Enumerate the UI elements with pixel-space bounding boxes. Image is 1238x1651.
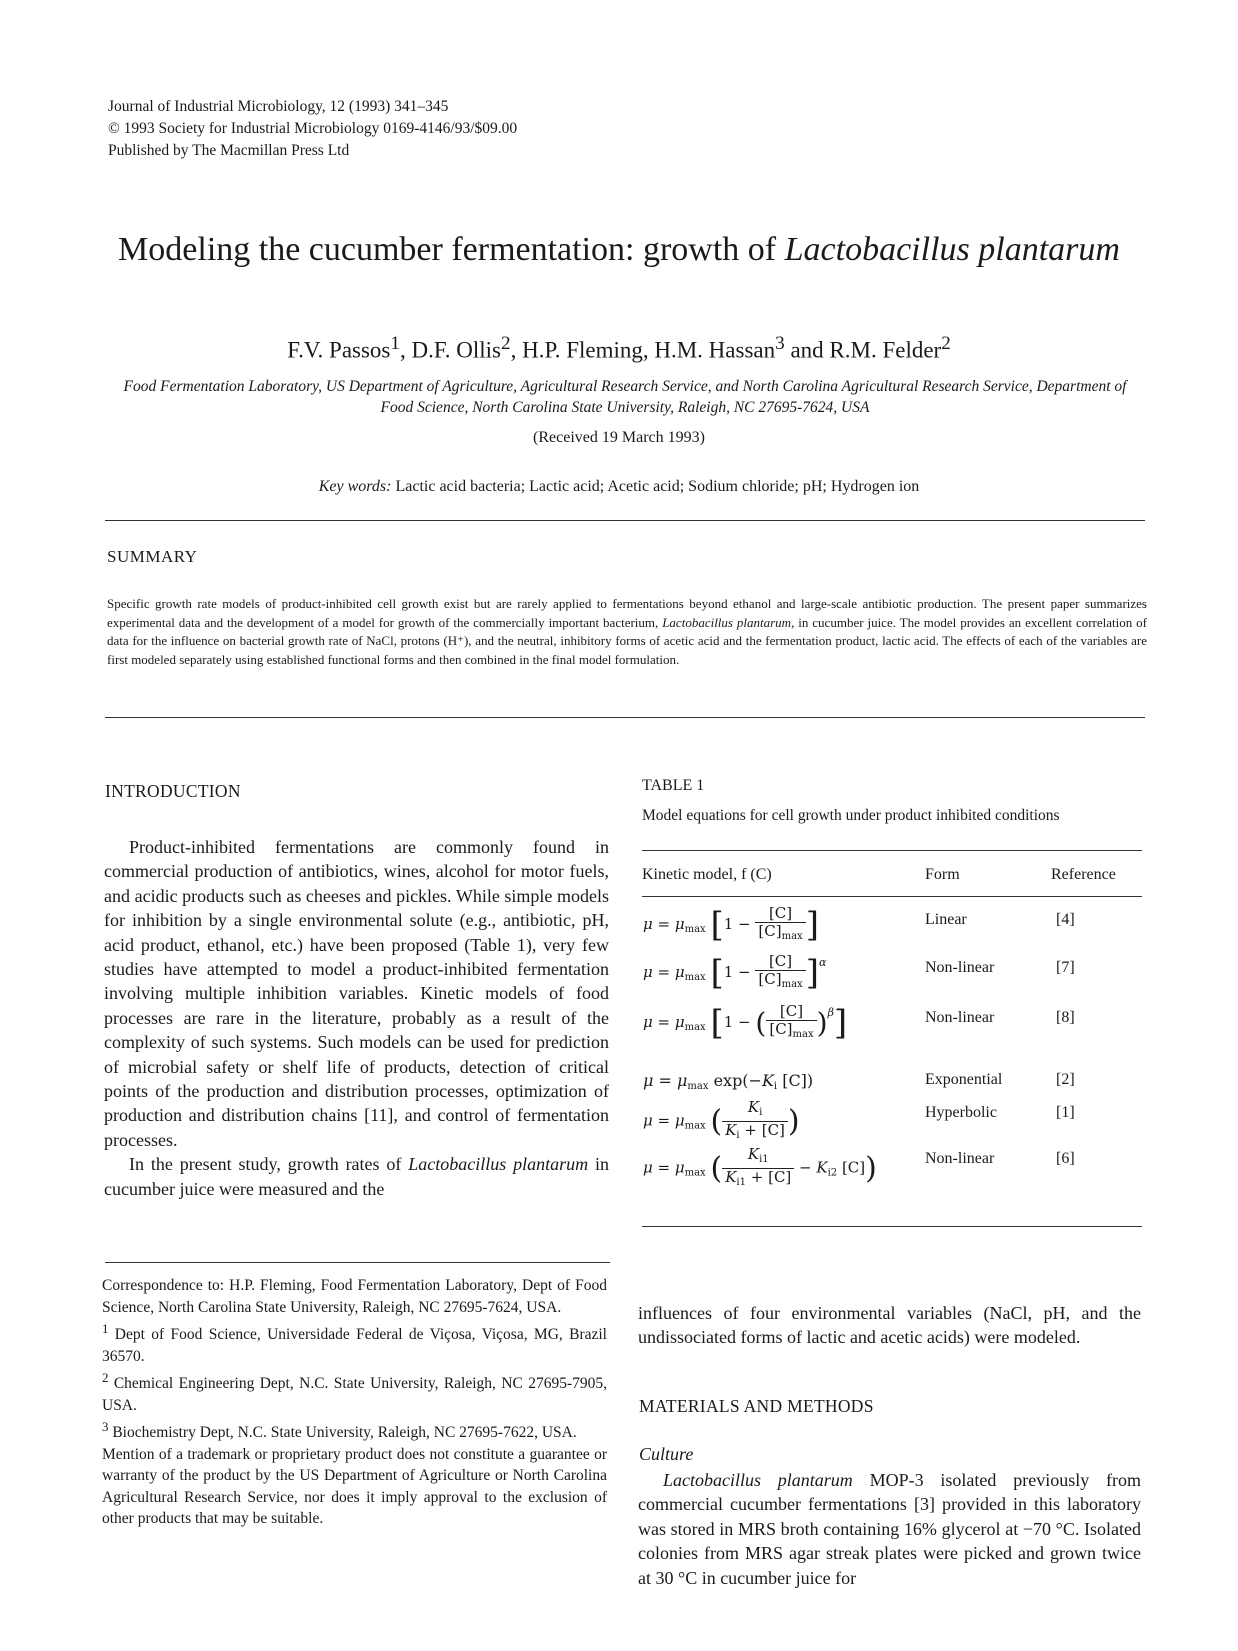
equation-nonlinear-alpha: $\mu = \mu_{max}$ [1 − $\frac{[C]}{[C]_{max}}$ ]$^\alpha$ [643, 952, 827, 993]
intro-p2-organism: Lactobacillus plantarum [408, 1154, 589, 1175]
author-list [0, 333, 1238, 364]
author: R.M. Felder [829, 337, 942, 363]
equation-nonlinear-ki2: $\mu = \mu_{max}$ ( $\frac{K_{i1}}{K_{i1} + [C]}$ − $K_{i2}$ [C]) [643, 1145, 877, 1188]
footnote-2 [102, 1367, 607, 1416]
table-rule-header [642, 896, 1142, 897]
table-header-form: Form [925, 866, 960, 883]
intro-continuation: influences of four environmental variables (NaCl, pH, and the undissociated forms of lactic and acetic acids) were modeled. [638, 1303, 1141, 1348]
table-rule-bottom [642, 1226, 1142, 1227]
table-ref: [4] [1056, 911, 1075, 928]
author-affiliation-mark: 1 [390, 333, 400, 354]
footnote-1 [102, 1318, 607, 1367]
summary-heading: SUMMARY [107, 547, 198, 566]
intro-paragraph-2 [104, 1152, 609, 1201]
table-header-model: Kinetic model, f (C) [642, 866, 772, 883]
summary-part: Specific growth rate models of product-inhibited cell growth exist but are rarely applied to fermentations beyond ethanol and large-scale antibiotic production. The present paper summarizes experimental data and the development of a model for growth of the commercially important bacterium, [107, 596, 1147, 630]
paper-title [0, 228, 1238, 271]
intro-p2-text: in cucumber juice were measured and the [104, 1154, 609, 1199]
table-ref: [8] [1056, 1009, 1075, 1026]
author-affiliation-mark: 2 [941, 333, 951, 354]
affiliation: Food Fermentation Laboratory, US Department of Agriculture, Agricultural Research Service, and North Carolina Agricultural Research Service, Department of Food Science, North Carolina State University, Raleigh, NC 27695-7624, USA [123, 378, 1127, 416]
table-rule-top [642, 850, 1142, 851]
journal-copyright: © 1993 Society for Industrial Microbiology 0169-4146/93/$09.00 [108, 120, 518, 137]
author-separator: , [510, 337, 523, 363]
author-separator: , [642, 337, 655, 363]
keywords [0, 478, 1238, 496]
table-form: Exponential [925, 1071, 1003, 1088]
footnote-text: Dept of Food Science, Universidade Federal de Viçosa, Viçosa, MG, Brazil 36570. [102, 1326, 607, 1365]
rule-summary-bottom [105, 717, 1145, 718]
footnote-correspondence: Correspondence to: H.P. Fleming, Food Fermentation Laboratory, Dept of Food Science, North Carolina State University, Raleigh, NC 27695-7624, USA. [102, 1277, 607, 1316]
footnote-mark: 2 [102, 1370, 109, 1386]
summary-text [107, 595, 1147, 669]
table-form: Hyperbolic [925, 1104, 997, 1121]
author: D.F. Ollis [411, 337, 502, 363]
author: F.V. Passos [287, 337, 391, 363]
table-ref: [1] [1056, 1104, 1075, 1121]
footnote-3 [102, 1416, 607, 1444]
equation-hyperbolic: $\mu = \mu_{max}$ ( $\frac{K_i}{K_i + [C]}$ ) [643, 1098, 800, 1141]
table-title: TABLE 1 [642, 777, 705, 794]
footnote-rule [105, 1262, 610, 1263]
table-header-reference: Reference [1051, 866, 1116, 883]
table-caption: Model equations for cell growth under product inhibited conditions [642, 807, 1060, 824]
equation-nonlinear-beta: $\mu = \mu_{max}$ [1 − ( $\frac{[C]}{[C]_{max}}$ )$^\beta$] [643, 1002, 848, 1043]
keywords-text: Lactic acid bacteria; Lactic acid; Acetic acid; Sodium chloride; pH; Hydrogen ion [391, 478, 920, 495]
received-date: (Received 19 March 1993) [533, 429, 705, 446]
table-form: Non-linear [925, 1009, 995, 1026]
footnotes [102, 1275, 607, 1530]
equation-linear: $\mu = \mu_{max}$ [1 − $\frac{[C]}{[C]_{max}}$ ] [643, 904, 819, 945]
intro-paragraph-1: Product-inhibited fermentations are commonly found in commercial production of antibiotics, wines, alcohol for motor fuels, and acidic products such as cheeses and pickles. While simple models for inhibition by a single environmental solute (e.g., antibiotic, pH, acid product, ethanol, etc.) have been proposed (Table 1), very few studies have attempted to model a product-inhibited fermentation involving multiple inhibition variables. Kinetic models of food processes are rare in the literature, probably as a result of the complexity of such systems. Such models can be used for prediction of microbial safety or shelf life of products, detection of critical points of the production and distribution processes, optimization of production and distribution chains [11], and control of fermentation processes. [104, 837, 609, 1150]
intro-heading: INTRODUCTION [105, 781, 241, 801]
equation-exponential: $\mu = \mu_{max}$ $\exp(-K_i$ [C]) [643, 1071, 814, 1092]
table-form: Non-linear [925, 1150, 995, 1167]
title-organism: Lactobacillus plantarum [784, 231, 1120, 268]
journal-citation: Journal of Industrial Microbiology, 12 (1993) 341–345 [108, 98, 449, 115]
table-ref: [2] [1056, 1071, 1075, 1088]
journal-publisher: Published by The Macmillan Press Ltd [108, 142, 350, 159]
intro-body [104, 835, 609, 1201]
footnote-mark: 3 [102, 1419, 109, 1435]
footnote-mark: 1 [102, 1321, 109, 1336]
author: H.P. Fleming [522, 337, 643, 363]
footnote-disclaimer: Mention of a trademark or proprietary product does not constitute a guarantee or warranty of the product by the US Department of Agriculture or North Carolina Agricultural Research Service, nor does it imply approval to the exclusion of other products that may be suitable. [102, 1445, 607, 1528]
table-ref: [6] [1056, 1150, 1075, 1167]
culture-heading: Culture [639, 1444, 694, 1464]
footnote-text: Chemical Engineering Dept, N.C. State University, Raleigh, NC 27695-7905, USA. [102, 1375, 607, 1414]
keywords-label: Key words: [318, 478, 392, 495]
author: H.M. Hassan [654, 337, 776, 363]
rule-top [105, 520, 1145, 521]
author-affiliation-mark: 3 [775, 333, 785, 354]
author-separator: , [399, 337, 412, 363]
table-ref: [7] [1056, 959, 1075, 976]
culture-paragraph [638, 1468, 1141, 1590]
author-separator: and [784, 337, 830, 363]
summary-part: , in cucumber juice. The model provides an excellent correlation of data for the influence on bacterial growth rate of NaCl, protons (H⁺), and the neutral, inhibitory forms of acetic acid and the fermentation product, lactic acid. The effects of each of the variables are first modeled separately using established functional forms and then combined in the final model formulation. [107, 614, 1147, 667]
title-main: Modeling the cucumber fermentation: growth of [118, 231, 785, 268]
culture-text: MOP-3 isolated previously from commercial cucumber fermentations [3] provided in this laboratory was stored in MRS broth containing 16% glycerol at −70 °C. Isolated colonies from MRS agar streak plates were picked and grown twice at 30 °C in cucumber juice for [638, 1470, 1141, 1588]
summary-organism: Lactobacillus plantarum [662, 614, 792, 630]
intro-p2-text: In the present study, growth rates of [129, 1154, 409, 1175]
culture-organism: Lactobacillus plantarum [663, 1470, 853, 1490]
footnote-text: Biochemistry Dept, N.C. State University, Raleigh, NC 27695-7622, USA. [108, 1424, 577, 1442]
materials-methods-heading: MATERIALS AND METHODS [639, 1396, 874, 1416]
table-form: Non-linear [925, 959, 995, 976]
author-affiliation-mark: 2 [501, 333, 511, 354]
table-form: Linear [925, 911, 967, 928]
table-1 [642, 777, 1142, 825]
